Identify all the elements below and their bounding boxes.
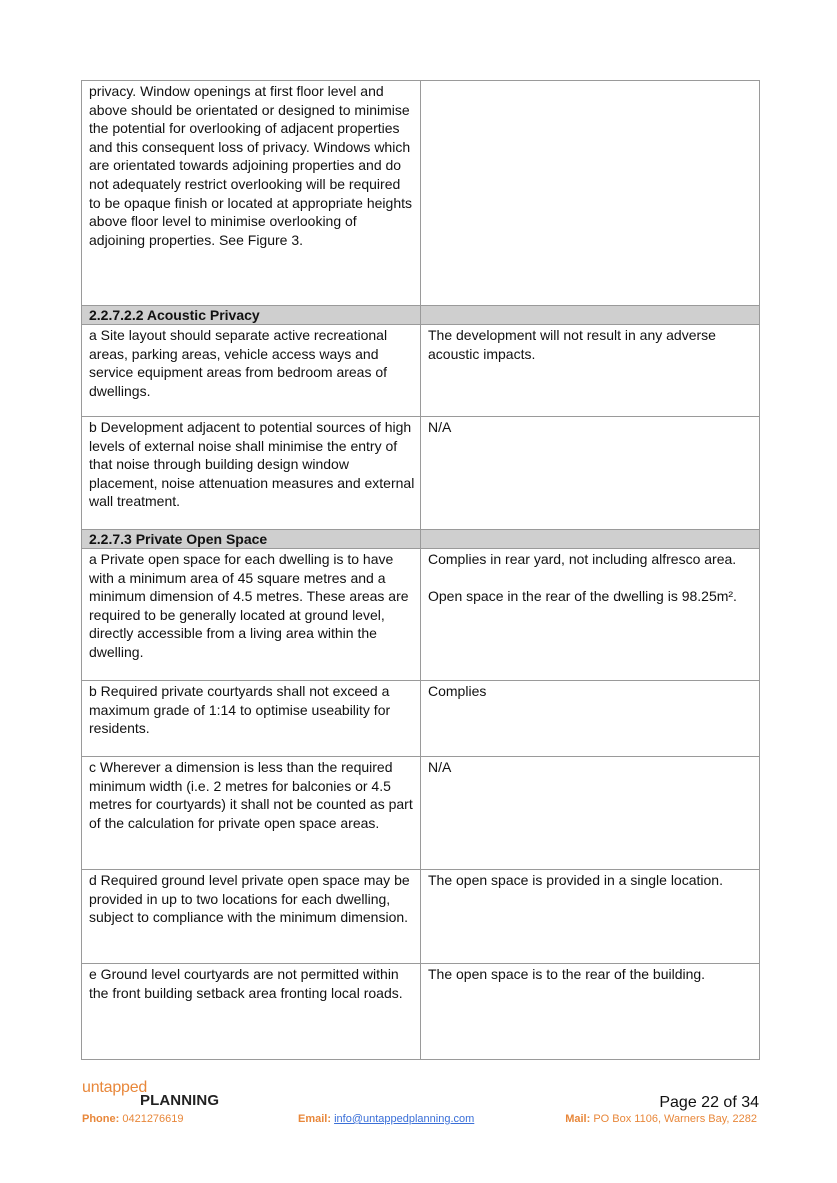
page-number: Page 22 of 34: [659, 1094, 759, 1111]
cell-paragraph: The development will not result in any adverse acoustic impacts.: [428, 327, 716, 362]
cell-paragraph: N/A: [428, 759, 452, 775]
table-row: [82, 870, 760, 964]
company-logo: [82, 1079, 242, 1111]
cell-paragraph: a Private open space for each dwelling is to have with a minimum area of 45 square metres and a minimum dimension of 4.5 metres. These areas are required to be generally located at ground level, directly accessible from a living area within the dwelling.: [89, 551, 409, 660]
requirement-cell: [82, 964, 421, 1060]
cell-paragraph: N/A: [428, 419, 452, 435]
cell-paragraph: Open space in the rear of the dwelling is 98.25m².: [428, 587, 737, 604]
compliance-table: [81, 80, 760, 1060]
response-cell: [421, 325, 760, 417]
cell-paragraph: Complies: [428, 683, 487, 699]
cell-paragraph: b Development adjacent to potential sources of high levels of external noise shall minimise the entry of that noise through building design window placement, noise attenuation measures and external wall treatment.: [89, 419, 415, 510]
response-cell: [421, 681, 760, 757]
section-header-row: [82, 530, 760, 549]
requirement-cell: [82, 681, 421, 757]
logo-untapped-text: untapped: [82, 1079, 148, 1096]
cell-paragraph: Complies in rear yard, not including alfresco area.: [428, 551, 737, 567]
cell-paragraph: The open space is provided in a single location.: [428, 872, 723, 888]
requirement-cell: [82, 530, 421, 549]
response-cell: [421, 757, 760, 870]
requirement-cell: [82, 81, 421, 306]
requirement-cell: [82, 306, 421, 325]
table-row: [82, 417, 760, 530]
cell-paragraph: b Required private courtyards shall not exceed a maximum grade of 1:14 to optimise useability for residents.: [89, 683, 391, 737]
phone-label: Phone:: [82, 1113, 120, 1125]
footer-mail: [565, 1113, 757, 1125]
cell-paragraph: e Ground level courtyards are not permitted within the front building setback area fronting local roads.: [89, 966, 403, 1001]
table-row: [82, 549, 760, 681]
response-cell: [421, 549, 760, 681]
email-link[interactable]: info@untappedplanning.com: [334, 1113, 475, 1125]
cell-paragraph: d Required ground level private open space may be provided in up to two locations for each dwelling, subject to compliance with the minimum dimension.: [89, 872, 410, 926]
mail-value: PO Box 1106, Warners Bay, 2282: [593, 1113, 757, 1125]
response-cell: [421, 81, 760, 306]
section-header-row: [82, 306, 760, 325]
page-footer: [0, 1076, 837, 1136]
response-cell: [421, 417, 760, 530]
table-row: [82, 325, 760, 417]
logo-planning-text: PLANNING: [140, 1092, 220, 1109]
response-cell: [421, 870, 760, 964]
cell-paragraph: c Wherever a dimension is less than the required minimum width (i.e. 2 metres for balconies or 4.5 metres for courtyards) it shall not be counted as part of the calculation for private open space areas.: [89, 759, 413, 831]
footer-phone: [82, 1113, 184, 1125]
table-row: [82, 81, 760, 306]
table-row: [82, 757, 760, 870]
phone-value: 0421276619: [122, 1113, 184, 1125]
table-row: [82, 964, 760, 1060]
response-cell: [421, 964, 760, 1060]
cell-paragraph: a Site layout should separate active recreational areas, parking areas, vehicle access ways and service equipment areas from bedroom areas of dwellings.: [89, 327, 388, 399]
email-label: Email:: [298, 1113, 332, 1125]
section-heading: 2.2.7.3 Private Open Space: [89, 531, 268, 547]
response-cell: [421, 306, 760, 325]
compliance-table-body: [82, 81, 760, 1060]
footer-email: [298, 1113, 474, 1125]
requirement-cell: [82, 757, 421, 870]
requirement-cell: [82, 325, 421, 417]
section-heading: 2.2.7.2.2 Acoustic Privacy: [89, 307, 260, 323]
response-cell: [421, 530, 760, 549]
cell-paragraph: privacy. Window openings at first floor level and above should be orientated or designed to minimise the potential for overlooking of adjacent properties and this consequent loss of privacy. Windows which are orientated towards adjoining properties and do not adequately restrict overlooking will be required to be opaque finish or located at appropriate heights above floor level to minimise overlooking of adjoining properties. See Figure 3.: [89, 83, 413, 248]
cell-paragraph: The open space is to the rear of the building.: [428, 966, 706, 982]
requirement-cell: [82, 417, 421, 530]
table-row: [82, 681, 760, 757]
requirement-cell: [82, 870, 421, 964]
mail-label: Mail:: [565, 1113, 591, 1125]
requirement-cell: [82, 549, 421, 681]
